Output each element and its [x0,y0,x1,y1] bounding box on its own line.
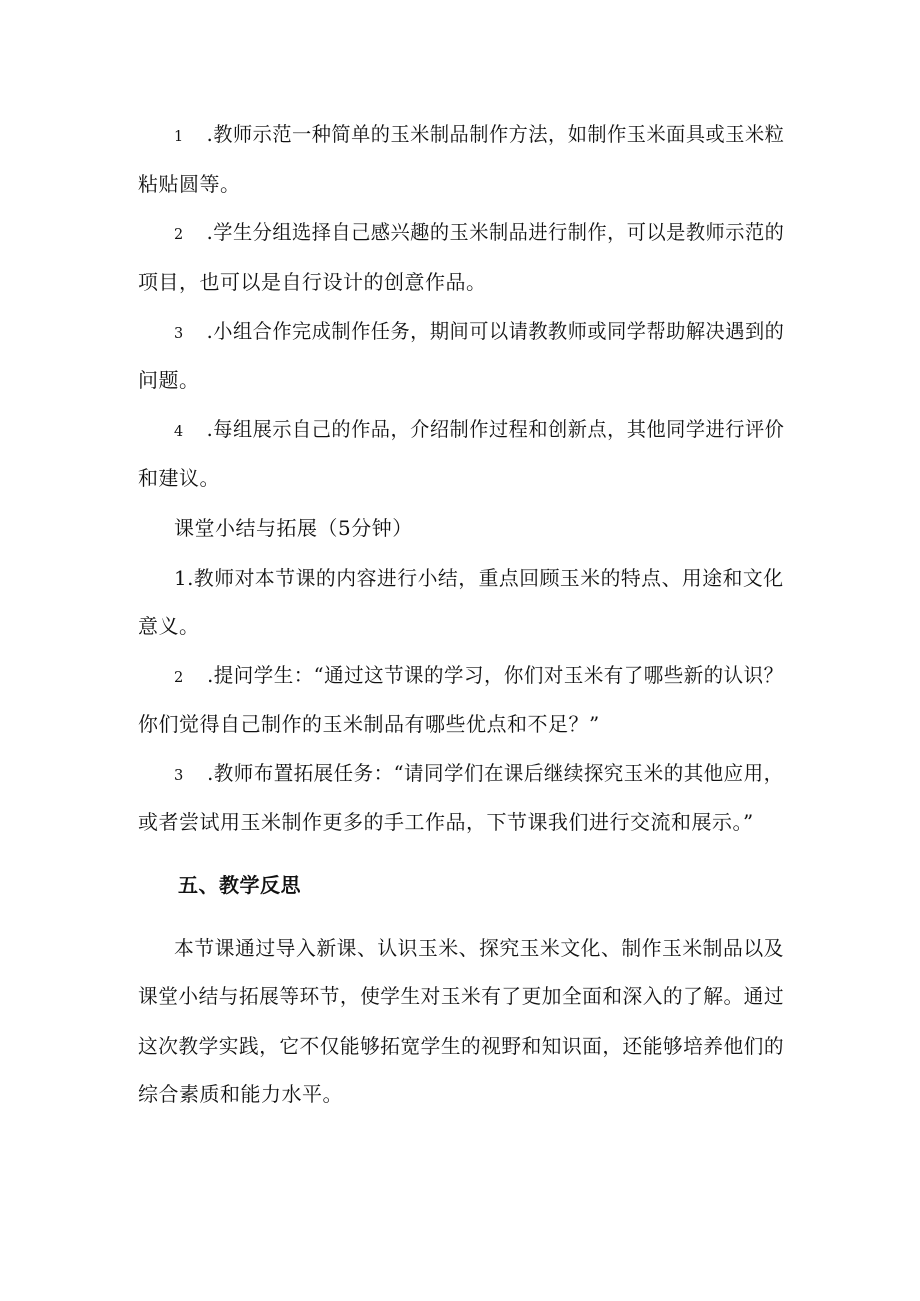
step-2-number: 2 [174,225,184,243]
step-2-text: .学生分组选择自己感兴趣的玉米制品进行制作，可以是教师示范的 [206,220,785,244]
summary-item-1-line-2: 意义。 [138,614,200,638]
step-2-line-1 [174,218,784,248]
summary-item-2-line-2: 你们觉得自己制作的玉米制品有哪些优点和不足？” [138,712,600,736]
step-1-text: .教师示范一种简单的玉米制品制作方法，如制作玉米面具或玉米粒 [206,122,785,146]
reflection-line-1: 本节课通过导入新课、认识玉米、探究玉米文化、制作玉米制品以及 [174,936,785,960]
step-2-line-2: 项目，也可以是自行设计的创意作品。 [138,270,487,294]
step-1-line-1 [174,120,784,150]
step-3-text: .小组合作完成制作任务，期间可以请教教师或同学帮助解决遇到的 [206,319,785,343]
reflection-line-4: 综合素质和能力水平。 [138,1082,343,1106]
step-3-number: 3 [174,324,184,342]
summary-title: 课堂小结与拓展（5分钟） [174,516,413,540]
reflection-heading: 五、教学反思 [178,873,301,897]
summary-item-1-line-1: 1.教师对本节课的内容进行小结，重点回顾玉米的特点、用途和文化 [174,566,784,590]
summary-item-3-line-1 [174,759,784,789]
step-3-line-1 [174,317,784,347]
summary-item-3-text: .教师布置拓展任务：“请同学们在课后继续探究玉米的其他应用， [207,761,784,785]
summary-item-3-number: 3 [174,766,184,784]
step-4-number: 4 [174,422,184,440]
reflection-line-3: 这次教学实践，它不仅能够拓宽学生的视野和知识面，还能够培养他们的 [138,1034,785,1058]
summary-item-2-text: .提问学生：“通过这节课的学习，你们对玉米有了哪些新的认识？ [207,663,784,687]
step-4-line-2: 和建议。 [138,466,220,490]
reflection-line-2: 课堂小结与拓展等环节，使学生对玉米有了更加全面和深入的了解。通过 [138,984,785,1008]
step-4-text: .每组展示自己的作品，介绍制作过程和创新点，其他同学进行评价 [206,417,785,441]
summary-item-2-number: 2 [174,668,184,686]
step-1-line-2: 粘贴圆等。 [138,172,241,196]
step-1-number: 1 [174,127,184,145]
summary-item-3-line-2: 或者尝试用玉米制作更多的手工作品，下节课我们进行交流和展示。” [138,810,754,834]
summary-item-2-line-1 [174,661,784,691]
step-4-line-1 [174,415,784,445]
step-3-line-2: 问题。 [138,368,200,392]
